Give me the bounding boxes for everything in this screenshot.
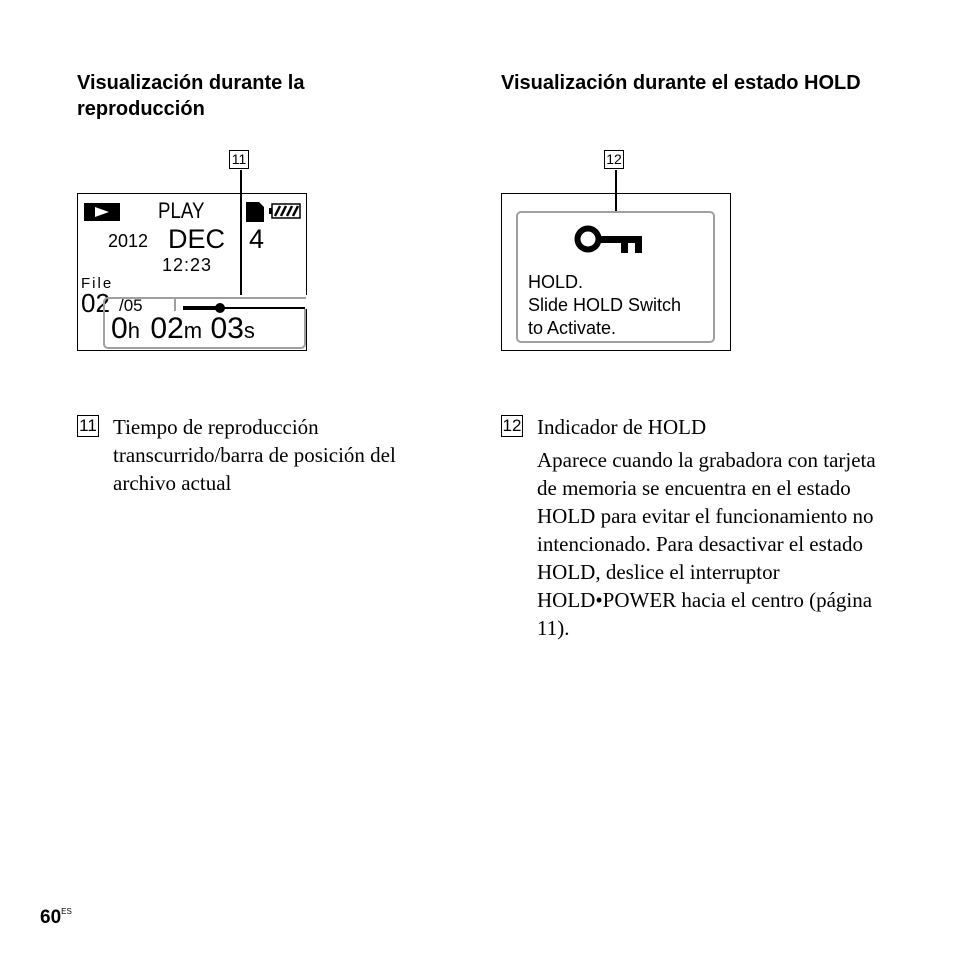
playback-lcd-screen (77, 193, 307, 351)
hold-lcd-screen (501, 193, 731, 351)
lcd-file-total: /05 (119, 296, 143, 315)
item-12-description: Aparece cuando la grabadora con tarjeta de memoria se encuentra en el estado HOLD para evitar el funcionamiento no intencionado. Para desactivar el estado HOLD, deslice el interruptor HOLD•POWER hacia el centro (página 11). (537, 448, 876, 640)
hold-line-3: to Activate. (528, 318, 617, 338)
key-icon (574, 224, 644, 261)
callout-11 (229, 150, 249, 169)
callout-12-label: 12 (604, 150, 624, 169)
play-icon (84, 203, 120, 221)
playback-display-heading: Visualización durante la reproducción (77, 72, 305, 120)
hold-display-heading: Visualización durante el estado HOLD (501, 72, 861, 94)
item-11-number-box (77, 415, 99, 437)
highlight-notch-side (174, 297, 176, 311)
item-11-number: 11 (77, 415, 99, 437)
lcd-file-label: File (81, 275, 114, 292)
elapsed-seconds-unit: s (243, 318, 255, 343)
battery-icon (269, 203, 301, 224)
elapsed-minutes-unit: m (183, 318, 203, 343)
item-12-title: Indicador de HOLD (537, 415, 707, 439)
elapsed-time (111, 312, 255, 346)
lcd-day: 4 (249, 224, 265, 254)
lcd-month: DEC (168, 224, 226, 254)
highlight-notch-top (174, 297, 306, 299)
callout-12 (604, 150, 624, 169)
page-number-value: 60 (40, 907, 62, 928)
lcd-year: 2012 (108, 231, 149, 251)
hold-line-2: Slide HOLD Switch (528, 295, 682, 315)
page-number (40, 907, 72, 929)
item-12-number-box (501, 415, 523, 437)
callout-11-label: 11 (229, 150, 249, 169)
elapsed-seconds: 03 (210, 312, 244, 345)
elapsed-hours: 0 (111, 312, 128, 345)
lcd-file-number: 02 (81, 288, 110, 318)
page-language: ES (61, 907, 72, 916)
elapsed-hours-unit: h (127, 318, 140, 343)
elapsed-minutes: 02 (150, 312, 184, 345)
item-11-description: Tiempo de reproducción transcurrido/barra de posición del archivo actual (113, 415, 396, 495)
lcd-status-play: PLAY (158, 198, 205, 223)
hold-line-1: HOLD. (528, 272, 584, 292)
lcd-time: 12:23 (162, 255, 213, 275)
item-12-number: 12 (502, 416, 522, 435)
